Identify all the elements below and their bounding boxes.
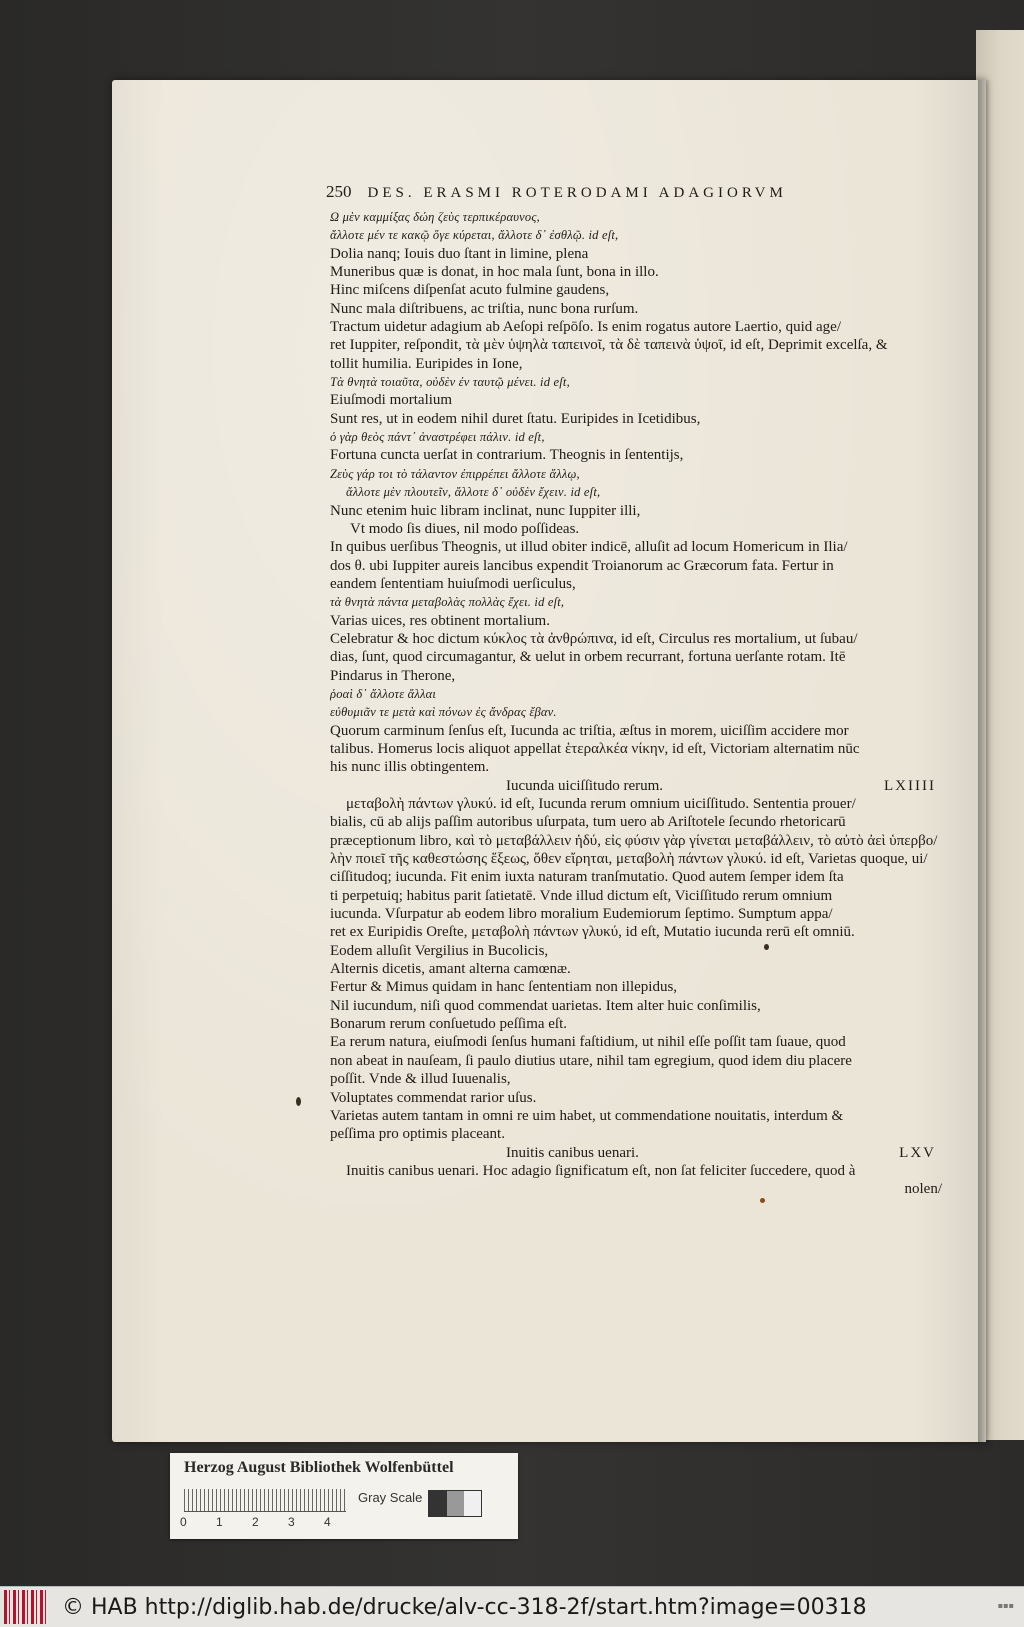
text-line: Muneribus quæ is donat, in hoc mala ſunt, bona in illo. (330, 264, 659, 281)
text-line: tollit humilia. Euripides in Ione, (330, 355, 523, 372)
text-line: Sunt res, ut in eodem nihil duret ſtatu. Euripides in Icetidibus, (330, 410, 701, 427)
greek-text-line: ἄλλοτε μέν τε κακῷ ὅγε κύρεται, ἄλλοτε δ᾽ ἐσθλῷ. id eſt, (330, 228, 619, 243)
adage-number: LXV (899, 1144, 936, 1161)
gray-swatch-mid (447, 1491, 464, 1516)
ink-spot (764, 944, 769, 950)
page-number: 250 (326, 182, 352, 201)
text-line: Celebratur & hoc dictum κύκλος τὰ ἀνθρώπινα, id eſt, Circulus res mortalium, ut ſubau/ (330, 630, 858, 647)
ruler-number: 4 (324, 1515, 331, 1529)
text-line: Inuitis canibus uenari. Hoc adagio ſignificatum eſt, non ſat feliciter ſuccedere, quod à (346, 1162, 856, 1179)
text-line: Hinc miſcens diſpenſat acuto fulmine gaudens, (330, 282, 610, 299)
text-line: Nunc etenim huic libram inclinat, nunc Iuppiter illi, (330, 502, 641, 519)
footer-url-text: © HAB http://diglib.hab.de/drucke/alv-cc-318-2f/start.htm?image=00318 (62, 1594, 867, 1620)
adage-title: Inuitis canibus uenari. (506, 1144, 639, 1161)
ruler-scale (184, 1489, 346, 1512)
text-line: bialis, cū ab alijs paſſim autoribus uſurpata, tum uero ab Ariſtotele ſecundo rhetoricarū (330, 814, 846, 831)
text-line: Fortuna cuncta uerſat in contrarium. Theognis in ſententijs, (330, 447, 684, 464)
adage-heading (330, 1144, 942, 1162)
text-line: μεταβολὴ πάντων γλυκύ. id eſt, Iucunda rerum omnium uiciſſitudo. Sententia prouer/ (346, 796, 856, 812)
text-line: Dolia nanq; Iouis duo ſtant in limine, plena (330, 245, 589, 262)
text-line: Alternis dicetis, amant alterna camœnæ. (330, 961, 571, 978)
greek-text-line: Ω μὲν καμμίξας δώη ζεὺς τερπικέραυνος, (330, 210, 540, 224)
text-line: præceptionum libro, καὶ τὸ μεταβάλλειν ἡδύ, εἰς φύσιν γὰρ γίνεται μεταβάλλειν, τὸ αὐτὸ ἀεὶ ὑπερβο/ (330, 832, 938, 849)
ruler-number: 2 (252, 1515, 259, 1529)
ruler-number: 0 (180, 1515, 187, 1529)
text-line: non abeat in nauſeam, ſi paulo diutius utare, nihil tam egregium, quod idem diu placere (330, 1052, 852, 1069)
ruler-numbers (180, 1515, 360, 1529)
text-line: ret ex Euripidis Oreſte, μεταβολὴ πάντων γλυκύ, id eſt, Mutatio iucunda rerū eſt omniū. (330, 924, 855, 941)
text-line: Bonarum rerum conſuetudo peſſima eſt. (330, 1016, 568, 1033)
greek-text-line: Ζεὺς γάρ τοι τὸ τάλαντον ἐπιρρέπει ἄλλοτε ἄλλῳ, (330, 466, 580, 481)
text-line: poſſit. Vnde & illud Iuuenalis, (330, 1071, 511, 1088)
gray-swatch-dark (429, 1491, 447, 1516)
greek-text-line: τὰ θνητὰ πάντα μεταβολὰς πολλὰς ἔχει. id eſt, (330, 595, 565, 610)
text-line: nolen/ (904, 1181, 942, 1198)
footer-bar (0, 1586, 1024, 1627)
greek-text-line: ὁ γὰρ θεὸς πάντ᾽ ἀναστρέφει πάλιν. id eſt, (330, 430, 545, 445)
text-line: Fertur & Mimus quidam in hanc ſententiam non illepidus, (330, 979, 678, 996)
ruler-number: 1 (216, 1515, 223, 1529)
text-line: his nunc illis obtingentem. (330, 759, 490, 776)
greek-text-line: Τὰ θνητὰ τοιαῦτα, οὐδὲν ἐν ταυτῷ μένει. id eſt, (330, 375, 570, 390)
text-line: Eodem alluſit Vergilius in Bucolicis, (330, 942, 549, 959)
gray-scale-label: Gray Scale (358, 1490, 423, 1505)
ink-spot (760, 1198, 765, 1203)
text-line: talibus. Homerus locis aliquot appellat ἑτεραλκέα νίκην, id eſt, Victoriam alternatim nūc (330, 740, 860, 757)
ink-spot (296, 1097, 301, 1106)
text-line: Ea rerum natura, eiuſmodi ſenſus humani faſtidium, ut nihil eſſe poſſit tam ſuaue, quod (330, 1034, 846, 1051)
text-line: Pindarus in Therone, (330, 667, 456, 684)
ruler-number: 3 (288, 1515, 295, 1529)
running-head (326, 182, 908, 202)
gray-scale-swatches (428, 1490, 482, 1517)
text-line: Tractum uidetur adagium ab Aeſopi reſpōſo. Is enim rogatus autore Laertio, quid age/ (330, 319, 841, 336)
text-line: ret Iuppiter, reſpondit, τὰ μὲν ὑψηλὰ ταπεινοῖ, τὰ δὲ ταπεινὰ ὑψοῖ, id eſt, Deprimit excelſa, & (330, 337, 888, 354)
text-line: Nunc mala diſtribuens, ac triſtia, nunc bona rurſum. (330, 300, 639, 317)
text-line: Varias uices, res obtinent mortalium. (330, 612, 550, 629)
text-line: eandem ſententiam huiuſmodi uerſiculus, (330, 575, 576, 592)
text-line: Nil iucundum, niſi quod commendat uarietas. Item alter huic conſimilis, (330, 997, 761, 1014)
text-line: iucunda. Vſurpatur ab eodem libro moralium Eudemiorum ſeptimo. Sumptum appa/ (330, 906, 833, 923)
text-line: Voluptates commendat rarior uſus. (330, 1089, 537, 1106)
text-line: Quorum carminum ſenſus eſt, Iucunda ac triſtia, æſtus in morem, uiciſſim accidere mor (330, 722, 849, 739)
text-line: ciſſitudoq; iucunda. Fit enim iuxta naturam tranſmutatio. Quod autem ſemper idem ſta (330, 869, 844, 886)
page-gutter-shadow (978, 80, 990, 1442)
adage-heading (330, 777, 942, 795)
color-scale-card (170, 1453, 518, 1539)
running-head-title: DES. ERASMI ROTERODAMI ADAGIORVM (367, 185, 787, 201)
text-line: In quibus uerſibus Theognis, ut illud obiter indicē, alluſit ad locum Homericum in Ilia/ (330, 539, 848, 556)
text-line: λὴν ποιεῖ τῆς καθεστώσης ἕξεως, ὅθεν εἴρηται, μεταβολὴ πάντων γλυκύ. id eſt, Varietas quoque, ui/ (330, 851, 928, 868)
page-text-block (330, 208, 942, 1199)
greek-text-line: ἄλλοτε μὲν πλουτεῖν, ἄλλοτε δ᾽ οὐδὲν ἔχειν. id eſt, (346, 485, 601, 500)
barcode-logo-icon (4, 1590, 48, 1624)
text-line: Varietas autem tantam in omni re uim habet, ut commendatione nouitatis, interdum & (330, 1107, 844, 1124)
adage-number: LXIIII (884, 777, 936, 794)
footer-corner-mark: ▪▪▪ (997, 1601, 1014, 1610)
text-line: dos θ. ubi Iuppiter aureis lancibus expendit Troianorum ac Græcorum fata. Fertur in (330, 557, 834, 574)
gray-swatch-light (464, 1491, 481, 1516)
text-line: Eiuſmodi mortalium (330, 392, 453, 409)
adage-title: Iucunda uiciſſitudo rerum. (506, 777, 664, 794)
text-line: peſſima pro optimis placeant. (330, 1126, 505, 1143)
library-name: Herzog August Bibliothek Wolfenbüttel (184, 1459, 454, 1476)
text-line: Vt modo ſis diues, nil modo poſſideas. (350, 520, 580, 537)
text-line: ti perpetuiq; habitus parit ſatietatē. Vnde illud dictum eſt, Viciſſitudo rerum omnium (330, 887, 833, 904)
greek-text-line: ῥοαὶ δ᾽ ἄλλοτε ἄλλαι (330, 686, 437, 701)
text-line: dias, ſunt, quod circumagantur, & uelut in orbem recurrant, fortuna uerſante rotam. Itē (330, 649, 846, 666)
greek-text-line: εὐθυμιᾶν τε μετὰ καὶ πόνων ἐς ἄνδρας ἔβαν. (330, 705, 557, 720)
